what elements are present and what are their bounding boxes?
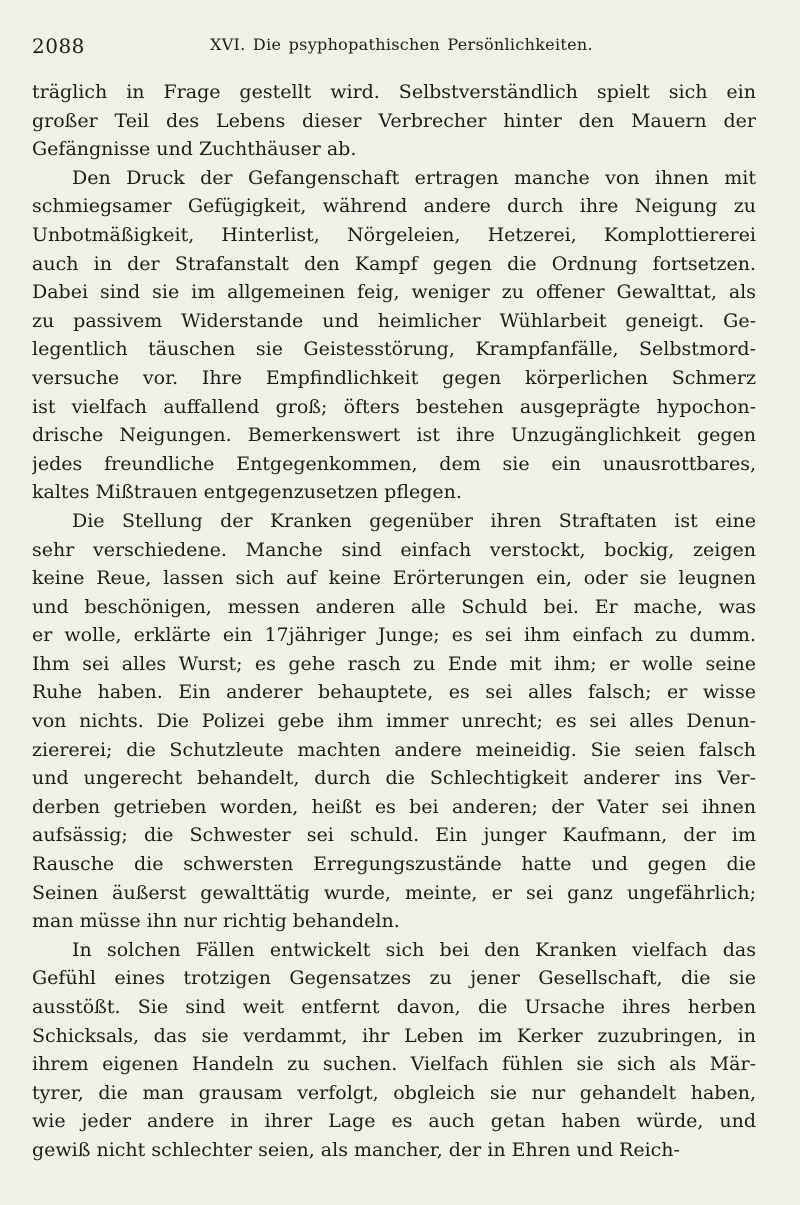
paragraph	[32, 936, 756, 1165]
text-line: keine Reue, lassen sich auf keine Erörterungen ein, oder sie leugnen	[32, 567, 756, 590]
text-line: schmiegsamer Gefügigkeit, während andere durch ihre Neigung zu	[32, 195, 756, 218]
text-line: Gefühl eines trotzigen Gegensatzes zu jener Gesellschaft, die sie	[32, 967, 756, 990]
text-line: Die Stellung der Kranken gegenüber ihren Straftaten ist eine	[72, 509, 756, 532]
text-line: er wolle, erklärte ein 17jähriger Junge; es sei ihm einfach zu dumm.	[32, 624, 756, 647]
text-line: drische Neigungen. Bemerkenswert ist ihre Unzugänglichkeit gegen	[32, 424, 756, 447]
body-text	[32, 78, 756, 1165]
text-line: jedes freundliche Entgegenkommen, dem sie ein unausrottbares,	[32, 452, 756, 475]
text-line: ist vielfach auffallend groß; öfters bestehen ausgeprägte hypochon-	[32, 395, 756, 418]
text-line: legentlich täuschen sie Geistesstörung, Krampfanfälle, Selbstmord-	[32, 338, 756, 361]
text-line: zu passivem Widerstande und heimlicher Wühlarbeit geneigt. Ge-	[32, 309, 756, 332]
text-line: versuche vor. Ihre Empfindlichkeit gegen körperlichen Schmerz	[32, 366, 756, 389]
text-line: man müsse ihn nur richtig behandeln.	[32, 910, 400, 933]
running-head	[32, 30, 756, 60]
text-line: gewiß nicht schlechter seien, als mancher, der in Ehren und Reich-	[32, 1138, 680, 1161]
paragraph	[32, 164, 756, 507]
text-line: Schicksals, das sie verdammt, ihr Leben im Kerker zuzubringen, in	[32, 1024, 756, 1047]
text-line: auch in der Strafanstalt den Kampf gegen die Ordnung fortsetzen.	[32, 252, 756, 275]
text-line: In solchen Fällen entwickelt sich bei den Kranken vielfach das	[72, 938, 756, 961]
text-line: von nichts. Die Polizei gebe ihm immer unrecht; es sei alles Denun-	[32, 710, 756, 733]
text-line: ziererei; die Schutzleute machten andere meineidig. Sie seien falsch	[32, 738, 756, 761]
text-line: sehr verschiedene. Manche sind einfach verstockt, bockig, zeigen	[32, 538, 756, 561]
text-line: ausstößt. Sie sind weit entfernt davon, die Ursache ihres herben	[32, 996, 756, 1018]
text-line: wie jeder andere in ihrer Lage es auch getan haben würde, und	[32, 1110, 756, 1133]
text-line: Ihm sei alles Wurst; es gehe rasch zu Ende mit ihm; er wolle seine	[32, 652, 756, 675]
text-line: Ruhe haben. Ein anderer behauptete, es sei alles falsch; er wisse	[32, 681, 756, 704]
page-number: 2088	[32, 34, 85, 58]
running-title: XVI. Die psyphopathischen Persönlichkeiten.	[210, 35, 593, 54]
text-line: tyrer, die man grausam verfolgt, obgleich sie nur gehandelt haben,	[32, 1081, 756, 1104]
text-line: Unbotmäßigkeit, Hinterlist, Nörgeleien, Hetzerei, Komplottiererei	[32, 223, 756, 246]
text-line: derben getrieben worden, heißt es bei anderen; der Vater sei ihnen	[32, 795, 756, 818]
text-line: Dabei sind sie im allgemeinen feig, weniger zu offener Gewalttat, als	[32, 281, 756, 304]
text-line: Gefängnisse und Zuchthäuser ab.	[32, 138, 357, 161]
paragraph	[32, 78, 756, 164]
text-line: ihrem eigenen Handeln zu suchen. Vielfach fühlen sie sich als Mär-	[32, 1053, 756, 1076]
text-line: Den Druck der Gefangenschaft ertragen manche von ihnen mit	[72, 166, 756, 189]
text-line: Rausche die schwersten Erregungszustände hatte und gegen die	[32, 853, 756, 876]
text-line: großer Teil des Lebens dieser Verbrecher hinter den Mauern der	[32, 109, 756, 132]
text-line: Seinen äußerst gewalttätig wurde, meinte, er sei ganz ungefährlich;	[32, 881, 756, 904]
text-line: und beschönigen, messen anderen alle Schuld bei. Er mache, was	[32, 595, 756, 618]
paragraph	[32, 507, 756, 936]
text-line: kaltes Mißtrauen entgegenzusetzen pflegen.	[32, 481, 462, 504]
text-line: aufsässig; die Schwester sei schuld. Ein junger Kaufmann, der im	[32, 824, 756, 847]
text-line: und ungerecht behandelt, durch die Schlechtigkeit anderer ins Ver-	[32, 767, 756, 790]
text-line: träglich in Frage gestellt wird. Selbstverständlich spielt sich ein	[32, 81, 756, 103]
